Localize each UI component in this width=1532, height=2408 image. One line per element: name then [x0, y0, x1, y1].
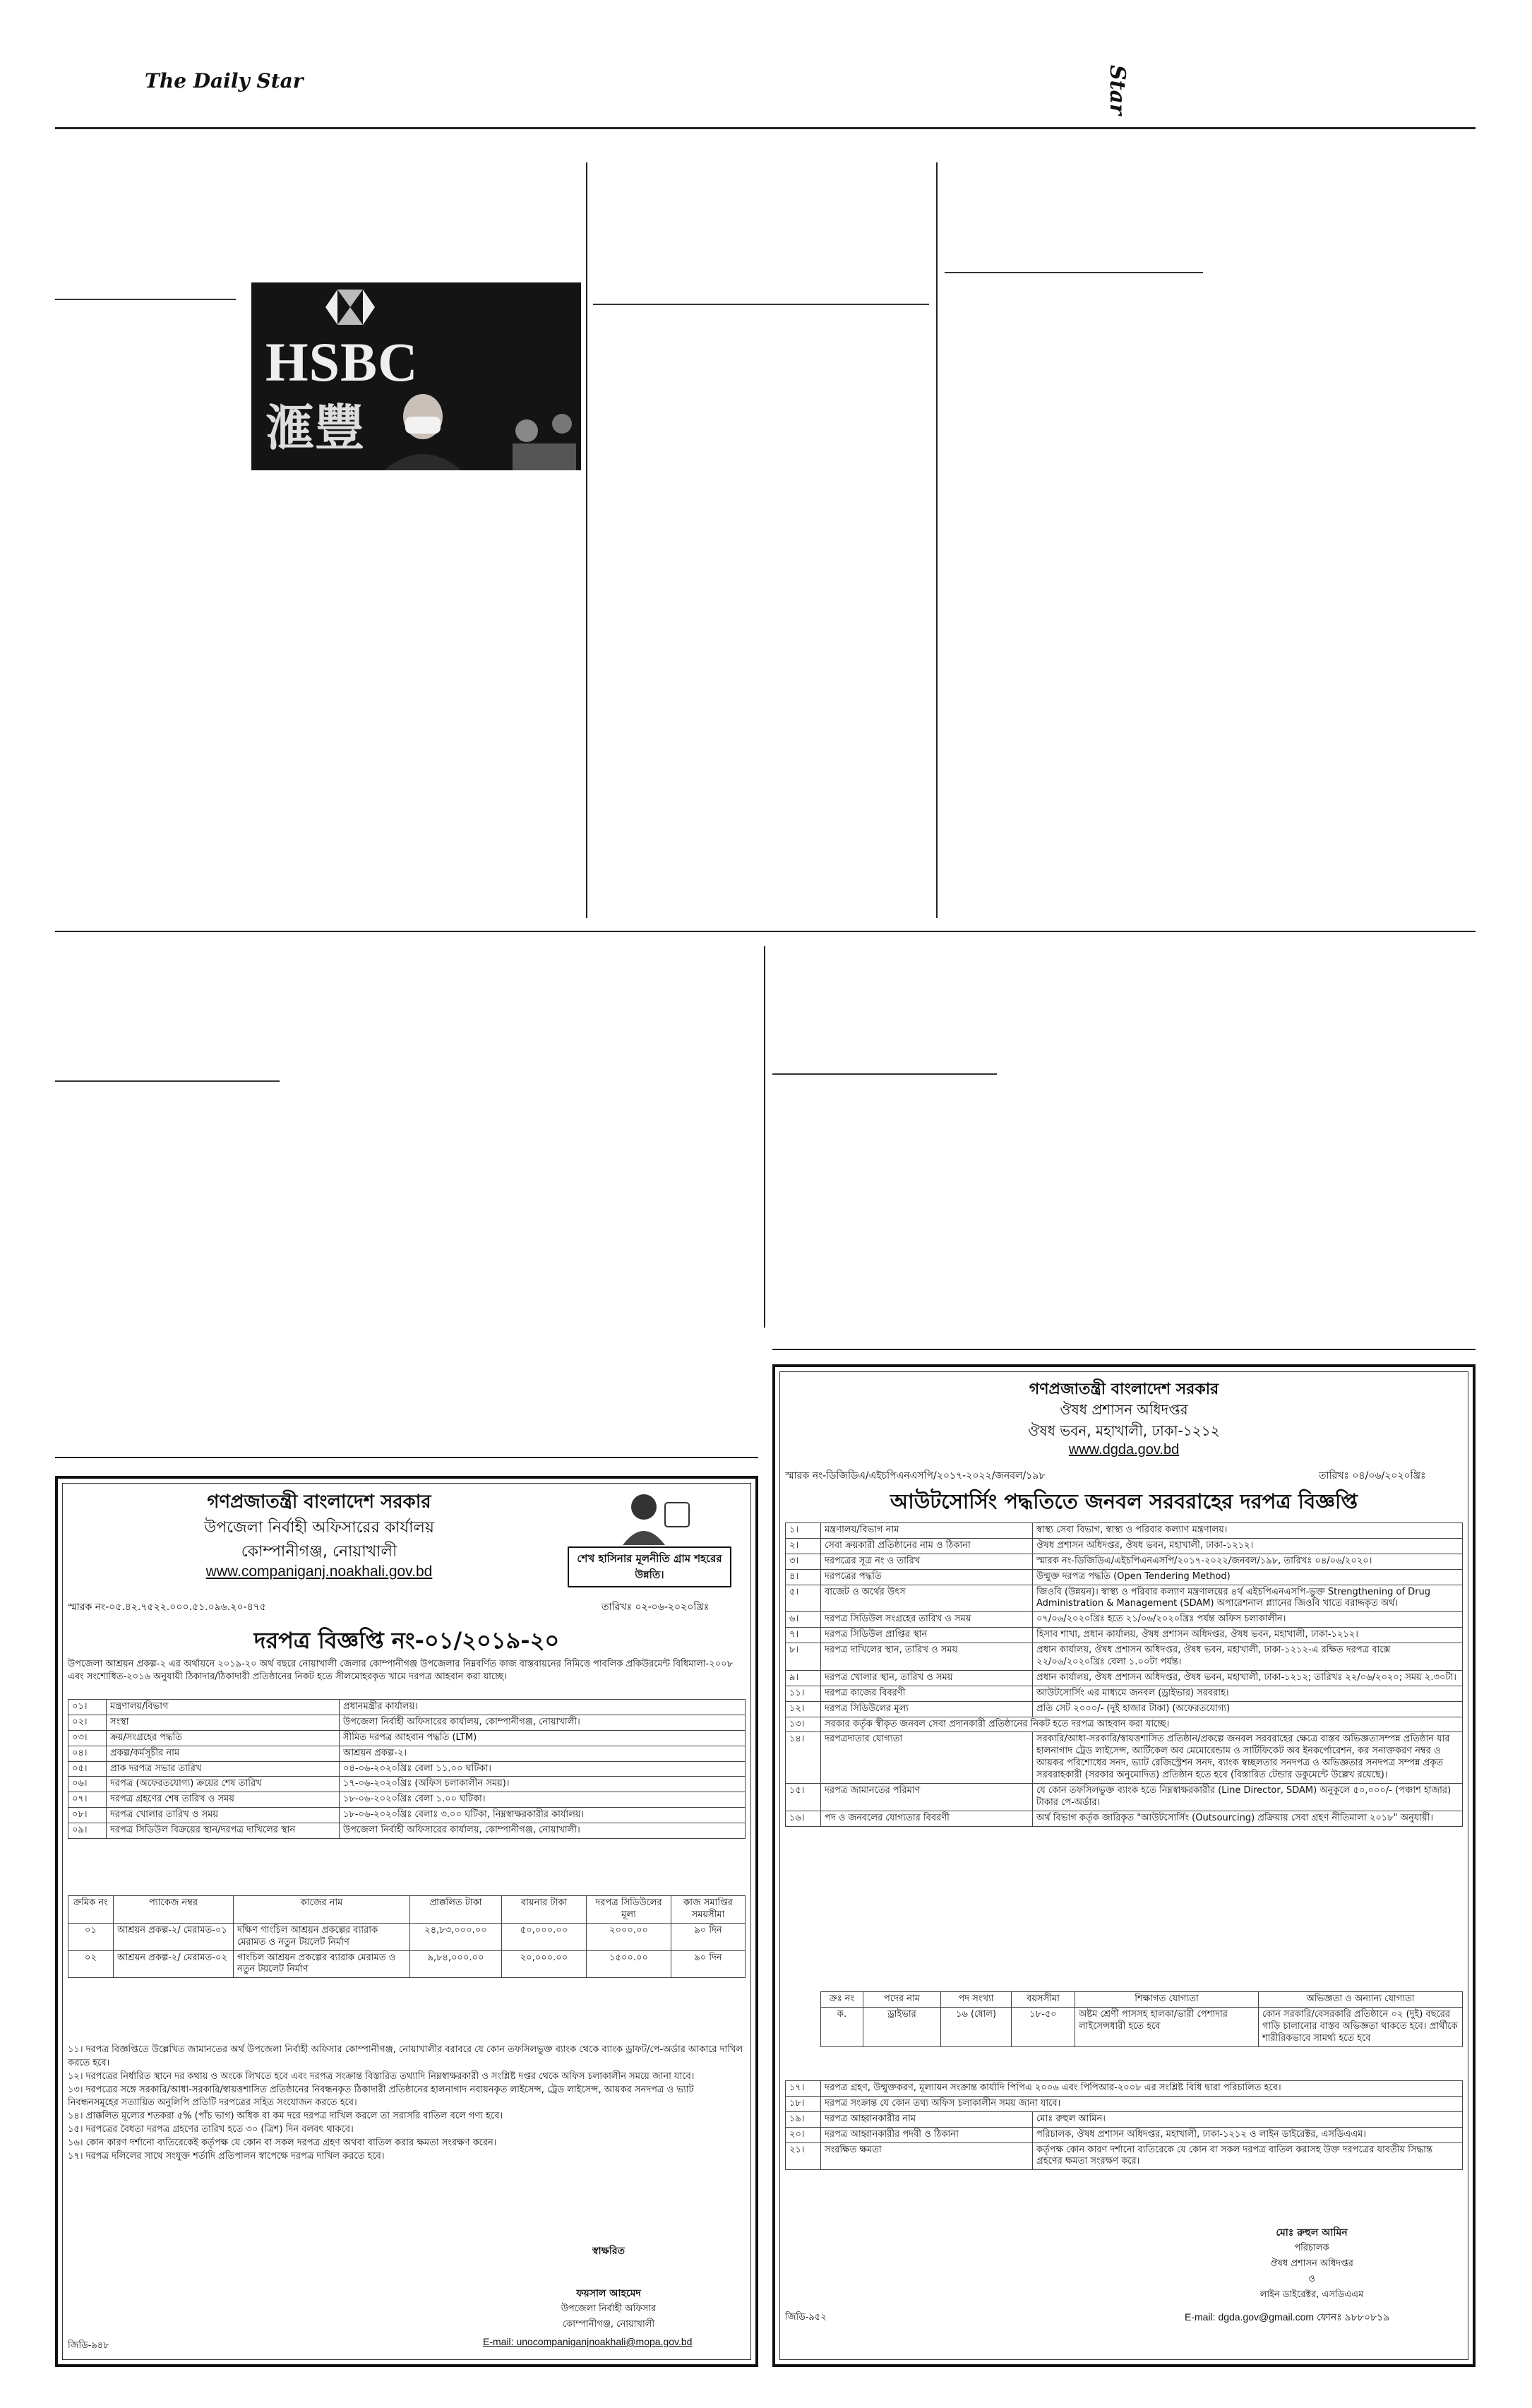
table-row: ১৭। দরপত্র গ্রহণ, উন্মুক্তকরণ, মূল্যায়ন সংক্রান্ত কার্যাদি পিপিএ ২০০৬ এবং পিপিআর-২০০৮ এর সংশ্লিষ্ট বিধি দ্বারা পরিচালিত হবে।	[786, 2081, 1463, 2097]
table-row: ১২। দরপত্র সিডিউলের মূল্য প্রতি সেট ২০০০/- (দুই হাজার টাকা) (অফেরতযোগ্য)	[786, 1701, 1463, 1717]
table-row: ৮। দরপত্র দাখিলের স্থান, তারিখ ও সময় প্রধান কার্যালয়, ঔষধ প্রশাসন অধিদপ্তর, ঔষধ ভবন, মহাখালী, ঢাকা-১২১২-এ রক্ষিত দরপত্র বাক্সে ২২/০৬/২০২০খ্রিঃ বেলা ১.০০টা পর্যন্ত।	[786, 1643, 1463, 1671]
note-item: ১৪। প্রাক্কলিত মূল্যের শতকরা ৫% (পাঁচ ভাগ) অধিক বা কম দরে দরপত্র দাখিল করলে তা সরাসরি বাতিল বলে গণ্য হবে।	[68, 2111, 503, 2122]
signer-office: ঔষধ প্রশাসন অধিদপ্তর	[1270, 2258, 1353, 2269]
ad-intro-text: উপজেলা আশ্রয়ন প্রকল্প-২ এর অর্থায়নে ২০১৯-২০ অর্থ বছরে নোয়াখালী জেলার কোম্পানীগঞ্জ উপজেলার নিম্নবর্ণিত কাজ বাস্তবায়নের নিমিত্তে পাবলিক প্রকিউরমেন্ট বিধিমালা-২০০৮ এবং সংশোধিত-২০১৬ অনুযায়ী ঠিকাদার/ঠিকাদারী প্রতিষ্ঠানের নিকট হতে সীলমোহরকৃত খামে দরপত্র আহবান করা যাচ্ছে।	[68, 1659, 734, 1683]
ad-gov-title: গণপ্রজাতন্ত্রী বাংলাদেশ সরকার	[1029, 1381, 1219, 1398]
headline-rule	[945, 272, 1203, 273]
dgda-tender-notice	[772, 1364, 1476, 2367]
masked-person-icon	[384, 388, 462, 470]
hsbc-chinese-sign: 滙豐	[265, 399, 364, 457]
signer-line-director: লাইন ডাইরেক্টর, এসডিএএম	[1259, 2289, 1364, 2300]
ad-code: জিডি-৯৪৮	[68, 2340, 109, 2351]
table-row: ০৬। দরপত্র (অফেরতযোগ্য) ক্রয়ের শেষ তারিখ ১৭-০৬-২০২০খ্রিঃ (অফিস চলাকালীন সময়)।	[68, 1777, 746, 1792]
signer-designation: পরিচালক	[1294, 2243, 1329, 2253]
table-row: ০৯। দরপত্র সিডিউল বিক্রয়ের স্থান/দরপত্র দাখিলের স্থান উপজেলা নির্বাহী অফিসারের কার্যালয়, কোম্পানীগঞ্জ, নোয়াখালী।	[68, 1823, 746, 1839]
background-people-icon	[505, 403, 581, 470]
slogan-box: শেখ হাসিনার মূলনীতি গ্রাম শহরের উন্নতি।	[568, 1546, 731, 1587]
ad-notes	[68, 2044, 746, 2164]
ad-address: ঔষধ ভবন, মহাখালী, ঢাকা-১২১২	[1028, 1422, 1220, 1439]
ad-package-table	[68, 1895, 746, 1978]
sheikh-hasina-portrait-icon	[616, 1489, 693, 1545]
table-row: ০১ আশ্রয়ন প্রকল্প-২/ মেরামত-০১ দক্ষিণ গাংচিল আশ্রয়ন প্রকল্পের ব্যারাক মেরামত ও নতুন টয়লেট নির্মাণ ২৪,৮৩,০০০.০০ ৫০,০০০.০০ ২০০০.০০ ৯০ দিন	[68, 1923, 746, 1950]
column-rule	[586, 162, 587, 918]
ad-post-table	[820, 1991, 1463, 2047]
section-rule	[55, 931, 1476, 932]
section-rule	[772, 1349, 1476, 1350]
masthead-logo-right: Star	[1105, 65, 1130, 115]
note-item: ১৬। কোন কারণ দর্শানো ব্যতিরেকেই কর্তৃপক্ষ যে কোন বা সকল দরপত্র গ্রহণ অথবা বাতিল করার ক্ষমতা সংরক্ষণ করেন।	[68, 2137, 497, 2148]
table-row: ০৮। দরপত্র খোলার তারিখ ও সময় ১৮-০৬-২০২০খ্রিঃ বেলাঃ ৩.০০ ঘটিকা, নিম্নস্বাক্ষরকারীর কার্যালয়।	[68, 1808, 746, 1823]
ad-gov-title: গণপ্রজাতন্ত্রী বাংলাদেশ সরকার	[207, 1491, 431, 1513]
ad-info-table-2	[785, 2080, 1463, 2170]
table-row: ১৬। পদ ও জনবলের যোগ্যতার বিবরণী অর্থ বিভাগ কর্তৃক জারিকৃত "আউটসোর্সিং (Outsourcing) প্রক্রিয়ায় সেবা গ্রহণ নীতিমালা ২০১৮" অনুযায়ী।	[786, 1811, 1463, 1826]
table-row: ১৩। সরকার কর্তৃক স্বীকৃত জনবল সেবা প্রদানকারী প্রতিষ্ঠানের নিকট হতে দরপত্র আহবান করা যাচ্ছে।	[786, 1717, 1463, 1732]
ad-office: ঔষধ প্রশাসন অধিদপ্তর	[1060, 1401, 1188, 1418]
hsbc-hexagon-logo-icon	[325, 290, 375, 325]
masthead-rule	[55, 127, 1476, 129]
table-row: ০৭। দরপত্র গ্রহণের শেষ তারিখ ও সময় ১৮-০৬-২০২০খ্রিঃ বেলা ১.০০ ঘটিকা।	[68, 1792, 746, 1808]
table-row: ৩। দরপত্রের সূত্র নং ও তারিখ স্মারক নং-ডিজিডিএ/এইচপিএনএসপি/২০১৭-২০২২/জনবল/১৯৮, তারিখঃ ০৪/০৬/২০২০।	[786, 1554, 1463, 1569]
ad-date: তারিখঃ ০৪/০৬/২০২০খ্রিঃ	[1319, 1470, 1426, 1482]
table-row: ৭। দরপত্র সিডিউল প্রাপ্তির স্থান হিসাব শাখা, প্রধান কার্যালয়, ঔষধ প্রশাসন অধিদপ্তর, ঔষধ ভবন, মহাখালী, ঢাকা-১২১২।	[786, 1628, 1463, 1643]
table-row: ১। মন্ত্রণালয়/বিভাগ নাম স্বাস্থ্য সেবা বিভাগ, স্বাস্থ্য ও পরিবার কল্যাণ মন্ত্রণালয়।	[786, 1523, 1463, 1539]
ad-memo-number: স্মারক নং-০৫.৪২.৭৫২২.০০০.৫১.০৯৬.২০-৪৭৫	[68, 1602, 266, 1613]
note-item: ১৭। দরপত্র দলিলের সাথে সংযুক্ত শর্তাদি প্রতিপালন স্বাপেক্ষে দরপত্র দাখিল করতে হবে।	[68, 2150, 385, 2162]
ad-notice-title: আউটসোর্সিং পদ্ধতিতে জনবল সরবরাহের দরপত্র বিজ্ঞপ্তি	[890, 1489, 1358, 1513]
table-row: ০২ আশ্রয়ন প্রকল্প-২/ মেরামত-০২ গাংচিল আশ্রয়ন প্রকল্পের ব্যারাক মেরামত ও নতুন টয়লেট নির্মাণ ৯,৮৪,০০০.০০ ২০,০০০.০০ ১৫০০.০০ ৯০ দিন	[68, 1950, 746, 1978]
table-row: ৯। দরপত্র খোলার স্থান, তারিখ ও সময় প্রধান কার্যালয়, ঔষধ প্রশাসন অধিদপ্তর, ঔষধ ভবন, মহাখালী, ঢাকা-১২১২; তারিখঃ ২২/০৬/২০২০; সময় ২.৩০টা।	[786, 1670, 1463, 1686]
signed-label: স্বাক্ষরিত	[592, 2246, 626, 2257]
hsbc-photo	[251, 282, 581, 470]
table-row: ০১। মন্ত্রণালয়/বিভাগ প্রধানমন্ত্রীর কার্যালয়।	[68, 1700, 746, 1715]
table-row: ১৪। দরপত্রদাতার যোগ্যতা সরকারি/আধা-সরকারি/স্বায়ত্তশাসিত প্রতিষ্ঠান/প্রকল্পে জনবল সরবরাহের ক্ষেত্রে বাস্তব অভিজ্ঞতাসম্পন্ন প্রতিষ্ঠান যার হালনাগাদ ট্রেড লাইসেন্স, আর্টিকেল অব মেমোরেন্ডাম ও সার্টিফিকেট অব ইনকর্পোরেশন, কর সনাক্তকরণ নম্বর ও আয়কর পরিশোধের সনদ, ভ্যাট রেজিস্ট্রেশন সনদ, ব্যাংক স্বচ্ছলতার সনদপত্র ও অভিজ্ঞতার সনদপত্র সম্পন্ন প্রকৃত সরবরাহকারী (সরকার অনুমোদিত) প্রতিষ্ঠান হতে হবে (বিস্তারিত টেন্ডার ডকুমেন্টে উল্লেখ রয়েছে)।	[786, 1732, 1463, 1784]
signer-and: ও	[1308, 2274, 1315, 2284]
ad-place: কোম্পানীগঞ্জ, নোয়াখালী	[241, 1543, 397, 1561]
column-rule	[764, 946, 765, 1328]
table-row: ০৩। ক্রয়/সংগ্রহের পদ্ধতি সীমিত দরপত্র আহবান পদ্ধতি (LTM)	[68, 1730, 746, 1746]
table-row: ৫। বাজেট ও অর্থের উৎস জিওবি (উন্নয়ন)। স্বাস্থ্য ও পরিবার কল্যাণ মন্ত্রণালয়ের ৪র্থ এইচপিএনএসপি-ভুক্ত Strengthening of Drug Administration & Management (SDAM) অপারেশনাল প্ল্যানের জিওবি খাতে বরাদ্দকৃত অর্থ।	[786, 1585, 1463, 1612]
table-row: ১৫। দরপত্র জামানতের পরিমাণ যে কোন তফসিলভুক্ত ব্যাংক হতে নিম্নস্বাক্ষরকারীর (Line Director, SDAM) অনুকূলে ৫০,০০০/- (পঞ্চাশ হাজার) টাকার পে-অর্ডার।	[786, 1784, 1463, 1811]
table-row: ৬। দরপত্র সিডিউল সংগ্রহের তারিখ ও সময় ০৭/০৬/২০২০খ্রিঃ হতে ২১/০৬/২০২০খ্রিঃ পর্যন্ত অফিস চলাকালীন।	[786, 1612, 1463, 1628]
table-row: ০২। সংস্থা উপজেলা নির্বাহী অফিসারের কার্যালয়, কোম্পানীগঞ্জ, নোয়াখালী।	[68, 1715, 746, 1730]
note-item: ১১। দরপত্র বিজ্ঞপ্তিতে উল্লেখিত জামানতের অর্থ উপজেলা নির্বাহী অফিসার কোম্পানীগঞ্জ, নোয়াখালীর বরাবরে যে কোন তফসিলভুক্ত ব্যাংক থেকে ব্যাংক ড্রাফট/পে-অর্ডার আকারে দাখিল করতে হবে।	[68, 2044, 743, 2068]
ad-memo-number: স্মারক নং-ডিজিডিএ/এইচপিএনএসপি/২০১৭-২০২২/জনবল/১৯৮	[785, 1470, 1046, 1482]
signer-designation: উপজেলা নির্বাহী অফিসার	[561, 2303, 657, 2314]
column-rule	[936, 162, 938, 918]
signer-name: মোঃ রুহুল আমিন	[1276, 2227, 1348, 2239]
ad-email-link[interactable]: E-mail: dgda.gov@gmail.com ফোনঃ ৯৮৮০৮১৯	[1185, 2311, 1390, 2323]
table-row: ২১। সংরক্ষিত ক্ষমতা কর্তৃপক্ষ কোন কারণ দর্শানো ব্যতিরেকে যে কোন বা সকল দরপত্র বাতিল করাসহ উক্ত দরপত্রের যাবতীয় সিদ্ধান্ত গ্রহণের ক্ষমতা সংরক্ষণ করে।	[786, 2142, 1463, 2170]
headline-rule	[55, 299, 236, 300]
table-row: ২। সেবা ক্রয়কারী প্রতিষ্ঠানের নাম ও ঠিকানা ঔষধ প্রশাসন অধিদপ্তর, ঔষধ ভবন, মহাখালী, ঢাকা-১২১২।	[786, 1538, 1463, 1554]
ad-date: তারিখঃ ০২-০৬-২০২০খ্রিঃ	[602, 1602, 710, 1613]
signer-name: ফয়সাল আহমেদ	[576, 2288, 641, 2299]
ad-office: উপজেলা নির্বাহী অফিসারের কার্যালয়	[204, 1519, 434, 1537]
table-row: ১১। দরপত্র কাজের বিবরণী আউটসোর্সিং এর মাধ্যমে জনবল (ড্রাইভার) সরবরাহ।	[786, 1686, 1463, 1701]
headline-rule	[55, 1080, 280, 1082]
ad-code: জিডি-৯৫২	[785, 2312, 827, 2323]
note-item: ১৩। দরপত্রের সঙ্গে সরকারি/আধা-সরকারি/স্বায়ত্তশাসিত প্রতিষ্ঠানের নিবন্ধনকৃত ঠিকাদারী প্রতিষ্ঠানের হালনাগাদ নবায়নকৃত লাইসেন্স, ট্রেড লাইসেন্স, আয়কর সনদপত্র ও ভ্যাট নিবন্ধনসমূহের সত্যায়িত অনুলিপি প্রতিটি দরপত্রের সহিত সংযোজন করতে হবে।	[68, 2084, 694, 2109]
table-row: ২০। দরপত্র আহ্বানকারীর পদবী ও ঠিকানা পরিচালক, ঔষধ প্রশাসন অধিদপ্তর, মহাখালী, ঢাকা-১২১২ ও লাইন ডাইরেক্টর, এসডিএএম।	[786, 2127, 1463, 2142]
table-header-row: ক্রমিক নং প্যাকেজ নম্বর কাজের নাম প্রাক্কলিত টাকা বায়নার টাকা দরপত্র সিডিউলের মূল্য কাজ সমাপ্তির সময়সীমা	[68, 1896, 746, 1924]
ad-info-table	[68, 1699, 746, 1839]
table-row: ১৯। দরপত্র আহ্বানকারীর নাম মোঃ রুহুল আমিন।	[786, 2111, 1463, 2127]
ad-info-table	[785, 1522, 1463, 1827]
ad-email-link[interactable]: E-mail: unocompaniganjnoakhali@mopa.gov.bd	[483, 2336, 693, 2347]
upazila-tender-notice	[55, 1476, 758, 2367]
ad-website-link[interactable]: www.dgda.gov.bd	[1068, 1442, 1180, 1458]
ad-website-link[interactable]: www.companiganj.noakhali.gov.bd	[205, 1563, 433, 1580]
table-row: ০৫। প্রাক দরপত্র সভার তারিখ ০৪-০৬-২০২০খ্রিঃ বেলা ১১.০০ ঘটিকা।	[68, 1761, 746, 1777]
table-row: ৪। দরপত্রের পদ্ধতি উন্মুক্ত দরপত্র পদ্ধতি (Open Tendering Method)	[786, 1569, 1463, 1585]
section-rule	[55, 1457, 758, 1458]
headline-rule	[593, 304, 929, 305]
hsbc-sign-text: HSBC	[265, 331, 419, 393]
headline-rule	[772, 1073, 997, 1075]
ad-notice-title: দরপত্র বিজ্ঞপ্তি নং-০১/২০১৯-২০	[253, 1627, 560, 1654]
note-item: ১২। দরপত্রের নির্ধারিত স্থানে দর কথায় ও অংকে লিখতে হবে এবং দরপত্র সংক্রান্ত বিস্তারিত তথ্যাদি নিম্নস্বাক্ষরকারী ও সংশ্লিষ্ট দপ্তর থেকে অফিস চলাকালীন সময়ে জানা যাবে।	[68, 2070, 695, 2082]
table-row: ক. ড্রাইভার ১৬ (ষোল) ১৮-৫০ অষ্টম শ্রেণী পাসসহ হালকা/ভারী পেশাদার লাইসেন্সধারী হতে হবে কোন সরকারি/বেসরকারি প্রতিষ্ঠানে ০২ (দুই) বছরের গাড়ি চালানোর বাস্তব অভিজ্ঞতা থাকতে হবে। প্রার্থীকে শারীরিকভাবে সামর্থ্য হতে হবে	[821, 2007, 1463, 2046]
table-row: ১৮। দরপত্র সংক্রান্ত যে কোন তথ্য অফিস চলাকালীন সময় জানা যাবে।	[786, 2096, 1463, 2111]
table-header-row: ক্রঃ নং পদের নাম পদ সংখ্যা বয়সসীমা শিক্ষাগত যোগ্যতা অভিজ্ঞতা ও অন্যান্য যোগ্যতা	[821, 1992, 1463, 2008]
signer-place: কোম্পানীগঞ্জ, নোয়াখালী	[562, 2319, 655, 2330]
masthead-logo-left: The Daily Star	[145, 69, 304, 93]
table-row: ০৪। প্রকল্প/কর্মসূচীর নাম আশ্রয়ন প্রকল্প-২।	[68, 1746, 746, 1761]
note-item: ১৫। দরপত্রের বৈধতা দরপত্র গ্রহণের তারিখ হতে ৩০ (ত্রিশ) দিন বলবৎ থাকবে।	[68, 2124, 354, 2135]
